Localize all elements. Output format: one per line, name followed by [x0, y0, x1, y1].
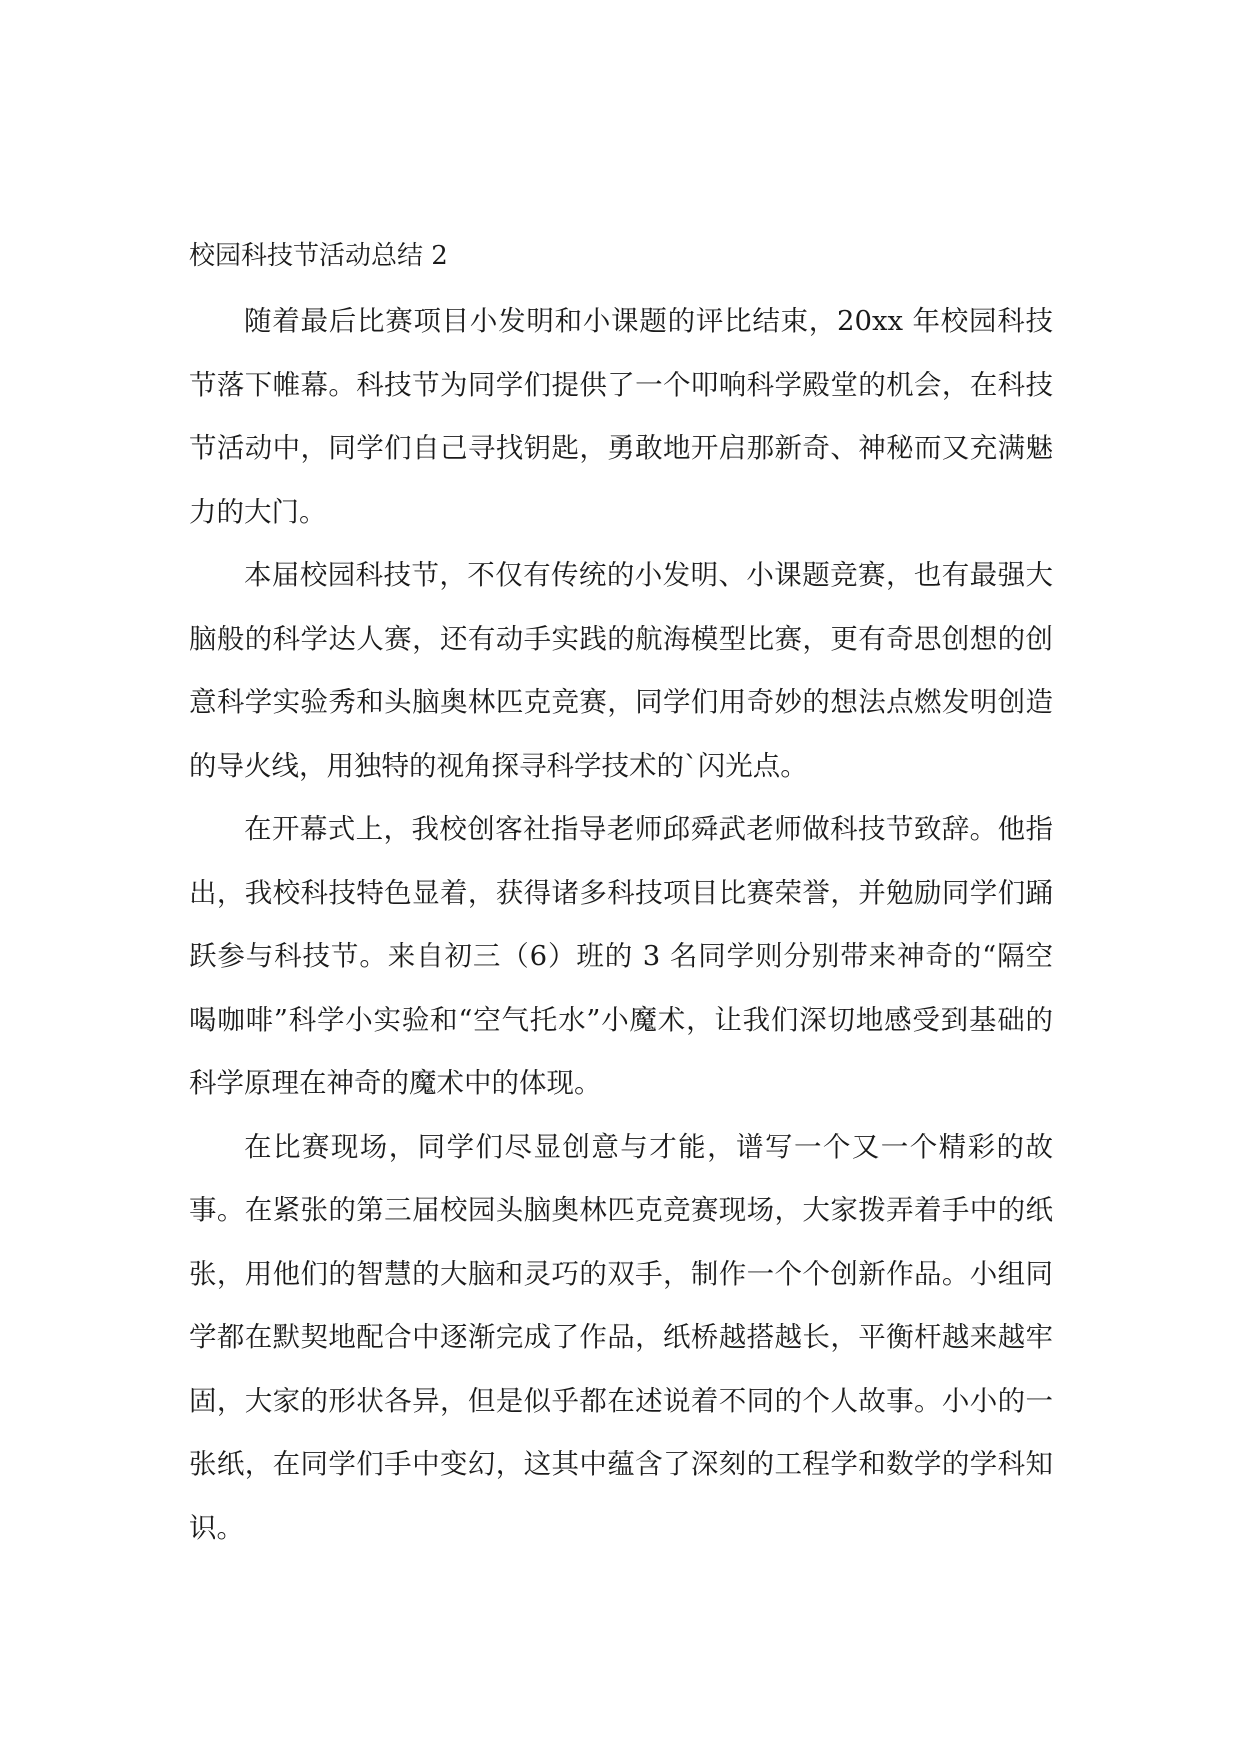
paragraph-3: 在开幕式上，我校创客社指导老师邱舜武老师做科技节致辞。他指出，我校科技特色显着，获得诸多科技项目比赛荣誉，并勉励同学们踊跃参与科技节。来自初三（6）班的 3 名同学则分别带来神奇的“隔空喝咖啡”科学小实验和“空气托水”小魔术，让我们深切地感受到基础的科学原理在神奇的魔术中的体现。	[189, 813, 1053, 1099]
document-body	[189, 226, 1053, 1560]
paragraph-2: 本届校园科技节，不仅有传统的小发明、小课题竞赛，也有最强大脑般的科学达人赛，还有动手实践的航海模型比赛，更有奇思创想的创意科学实验秀和头脑奥林匹克竞赛，同学们用奇妙的想法点燃发明创造的导火线，用独特的视角探寻科学技术的`闪光点。	[189, 559, 1053, 782]
paragraph-1: 随着最后比赛项目小发明和小课题的评比结束，20xx 年校园科技节落下帷幕。科技节为同学们提供了一个叩响科学殿堂的机会，在科技节活动中，同学们自己寻找钥匙，勇敢地开启那新奇、神秘而又充满魅力的大门。	[189, 305, 1053, 528]
paragraph-4: 在比赛现场，同学们尽显创意与才能，谱写一个又一个精彩的故事。在紧张的第三届校园头脑奥林匹克竞赛现场，大家拨弄着手中的纸张，用他们的智慧的大脑和灵巧的双手，制作一个个创新作品。小组同学都在默契地配合中逐渐完成了作品，纸桥越搭越长，平衡杆越来越牢固，大家的形状各异，但是似乎都在述说着不同的个人故事。小小的一张纸，在同学们手中变幻，这其中蕴含了深刻的工程学和数学的学科知识。	[189, 1130, 1053, 1544]
document-title: 校园科技节活动总结 2	[189, 241, 448, 271]
